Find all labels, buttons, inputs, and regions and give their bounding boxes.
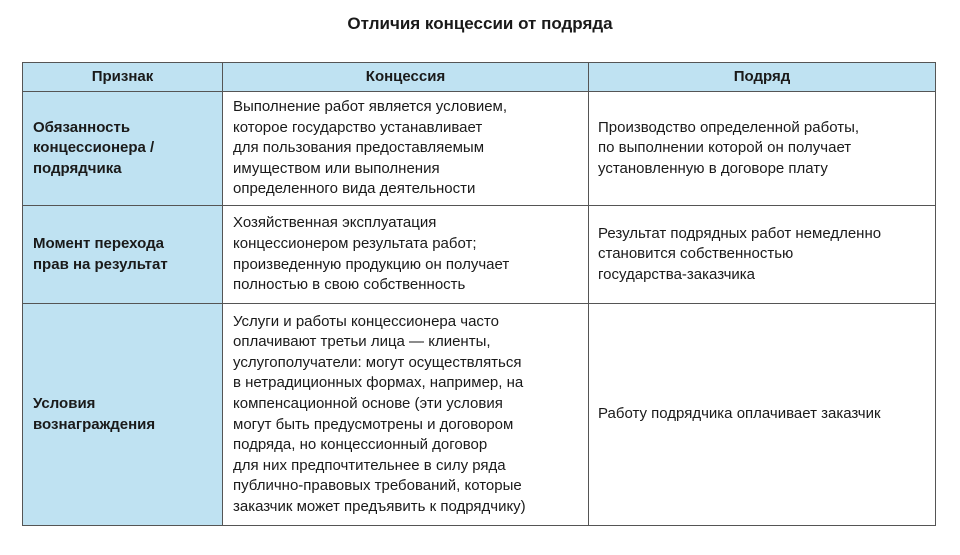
header-contract: Подряд bbox=[589, 63, 936, 92]
row-contract-cell bbox=[589, 206, 936, 304]
row-contract-text: Работу подрядчика оплачивает заказчик bbox=[598, 405, 881, 423]
row-feature-text: Обязанность концессионера / подрядчика bbox=[33, 118, 155, 177]
table-row bbox=[23, 206, 936, 304]
page-title: Отличия концессии от подряда bbox=[347, 14, 613, 33]
row-feature-text: Момент перехода прав на результат bbox=[33, 234, 168, 273]
row-concession-text: Хозяйственная эксплуатация концессионером результата работ; произведенную продукцию он получает полностью в свою собственность bbox=[233, 214, 510, 294]
row-feature-cell bbox=[23, 304, 223, 526]
row-contract-cell bbox=[589, 304, 936, 526]
row-feature-text: Условия вознаграждения bbox=[33, 394, 156, 433]
comparison-table bbox=[22, 62, 936, 526]
row-contract-cell bbox=[589, 92, 936, 206]
row-concession-text: Выполнение работ является условием, которое государство устанавливает для пользования предоставляемым имуществом или выполнения определенного вида деятельности bbox=[233, 98, 508, 198]
table-row bbox=[23, 304, 936, 526]
row-concession-text: Услуги и работы концессионера часто оплачивают третьи лица — клиенты, услугополучатели: могут осуществляться в нетрадиционных формах, например, на компенсационной основе (эти условия могут быть предусмотрены и договором подряда, но концессионный договор для них предпочтительнее в силу ряда публично-правовых требований, которые заказчик может предъявить к подрядчику) bbox=[233, 312, 526, 515]
table-row bbox=[23, 92, 936, 206]
row-concession-cell bbox=[223, 206, 589, 304]
header-feature: Признак bbox=[23, 63, 223, 92]
header-concession: Концессия bbox=[223, 63, 589, 92]
row-concession-cell bbox=[223, 92, 589, 206]
row-feature-cell bbox=[23, 92, 223, 206]
row-concession-cell bbox=[223, 304, 589, 526]
row-contract-text: Результат подрядных работ немедленно становится собственностью государства-заказчика bbox=[598, 224, 882, 283]
table-header-row bbox=[23, 63, 936, 92]
row-contract-text: Производство определенной работы, по выполнении которой он получает установленную в договоре плату bbox=[598, 118, 860, 177]
row-feature-cell bbox=[23, 206, 223, 304]
